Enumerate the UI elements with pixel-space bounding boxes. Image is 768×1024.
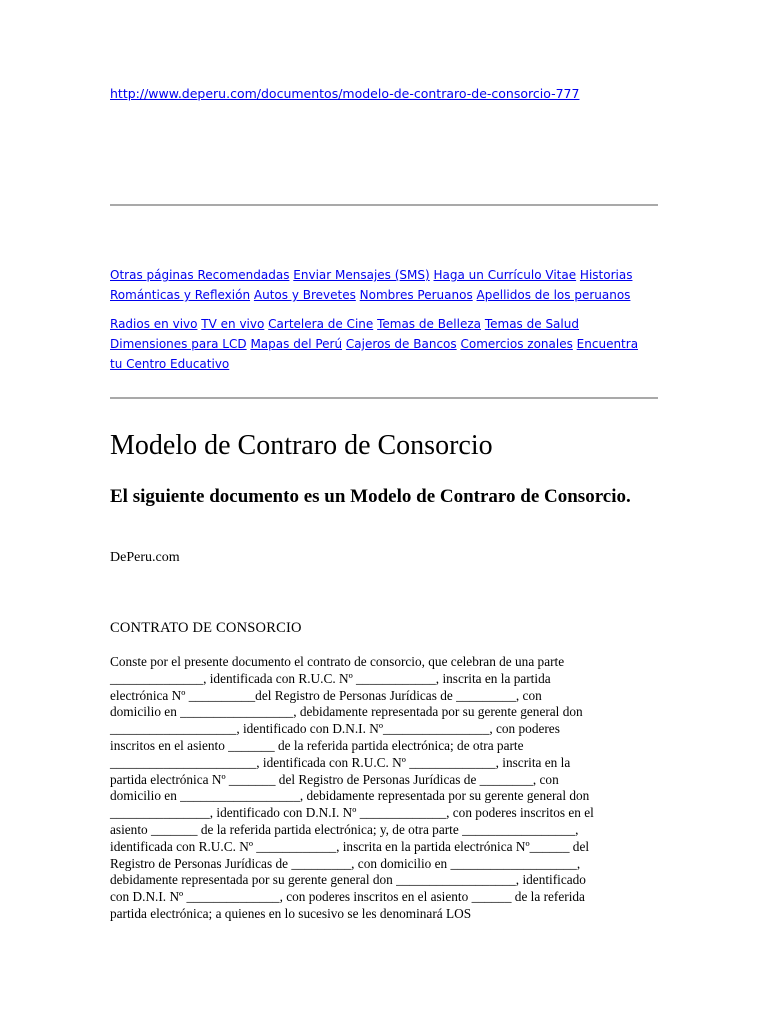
body-line: Registro de Personas Jurídicas de _________, con domicilio en ___________________, <box>110 855 581 871</box>
body-line: inscritos en el asiento _______ de la referida partida electrónica; de otra parte <box>110 737 524 753</box>
link-comercios[interactable]: Comercios zonales <box>460 337 573 351</box>
contract-body <box>110 654 658 923</box>
body-line: ______________, identificada con R.U.C. Nº ____________, inscrita en la partida <box>110 670 551 686</box>
body-line: partida electrónica Nº _______ del Registro de Personas Jurídicas de ________, con <box>110 771 559 787</box>
divider <box>110 397 658 399</box>
link-radios[interactable]: Radios en vivo <box>110 317 198 331</box>
page-subtitle: El siguiente documento es un Modelo de Contraro de Consorcio. <box>110 486 631 507</box>
link-tv[interactable]: TV en vivo <box>201 317 265 331</box>
recommended-links-row-1 <box>110 265 645 305</box>
source-url-link[interactable]: http://www.deperu.com/documentos/modelo-de-contraro-de-consorcio-777 <box>110 86 580 101</box>
body-line: electrónica Nº __________del Registro de Personas Jurídicas de _________, con <box>110 687 542 703</box>
link-autos-brevetes[interactable]: Autos y Brevetes <box>253 288 356 302</box>
link-dimensiones-lcd[interactable]: Dimensiones para LCD <box>110 337 247 351</box>
body-line: domicilio en __________________, debidamente representada por su gerente general don <box>110 788 590 804</box>
body-line: con D.N.I. Nº ______________, con poderes inscritos en el asiento ______ de la referida <box>110 889 585 905</box>
link-cajeros[interactable]: Cajeros de Bancos <box>345 337 457 351</box>
link-curriculo-vitae[interactable]: Haga un Currículo Vitae <box>433 268 577 282</box>
body-line: debidamente representada por su gerente general don __________________, identificado <box>110 872 586 888</box>
link-otras-paginas[interactable]: Otras páginas Recomendadas <box>110 268 290 282</box>
source-label: DePeru.com <box>110 550 180 565</box>
body-line: identificada con R.U.C. Nº ____________, inscrita en la partida electrónica Nº______ del <box>110 838 590 854</box>
link-cartelera[interactable]: Cartelera de Cine <box>268 317 374 331</box>
divider <box>110 204 658 206</box>
link-centro-educativo[interactable]: Encuentra tu Centro Educativo <box>110 337 639 371</box>
link-belleza[interactable]: Temas de Belleza <box>377 317 482 331</box>
body-line: asiento _______ de la referida partida electrónica; y, de otra parte _________________, <box>110 821 579 837</box>
link-enviar-mensajes[interactable]: Enviar Mensajes (SMS) <box>293 268 430 282</box>
link-salud[interactable]: Temas de Salud <box>484 317 579 331</box>
section-title: CONTRATO DE CONSORCIO <box>110 620 302 636</box>
link-mapas-peru[interactable]: Mapas del Perú <box>250 337 343 351</box>
body-line: domicilio en _________________, debidamente representada por su gerente general don <box>110 704 583 720</box>
link-historias[interactable]: Historias Románticas y Reflexión <box>110 268 633 302</box>
body-line: ___________________, identificado con D.N.I. Nº________________, con poderes <box>110 721 560 737</box>
body-line: Conste por el presente documento el contrato de consorcio, que celebran de una parte <box>110 654 565 669</box>
body-line: _______________, identificado con D.N.I. Nº _____________, con poderes inscritos en el <box>110 805 594 821</box>
recommended-links-row-2 <box>110 314 645 374</box>
link-apellidos[interactable]: Apellidos de los peruanos <box>476 288 631 302</box>
body-line: partida electrónica; a quienes en lo sucesivo se les denominará LOS <box>110 905 472 921</box>
body-line: ______________________, identificada con R.U.C. Nº _____________, inscrita en la <box>110 754 571 770</box>
link-nombres-peruanos[interactable]: Nombres Peruanos <box>359 288 473 302</box>
page-title: Modelo de Contraro de Consorcio <box>110 430 493 461</box>
